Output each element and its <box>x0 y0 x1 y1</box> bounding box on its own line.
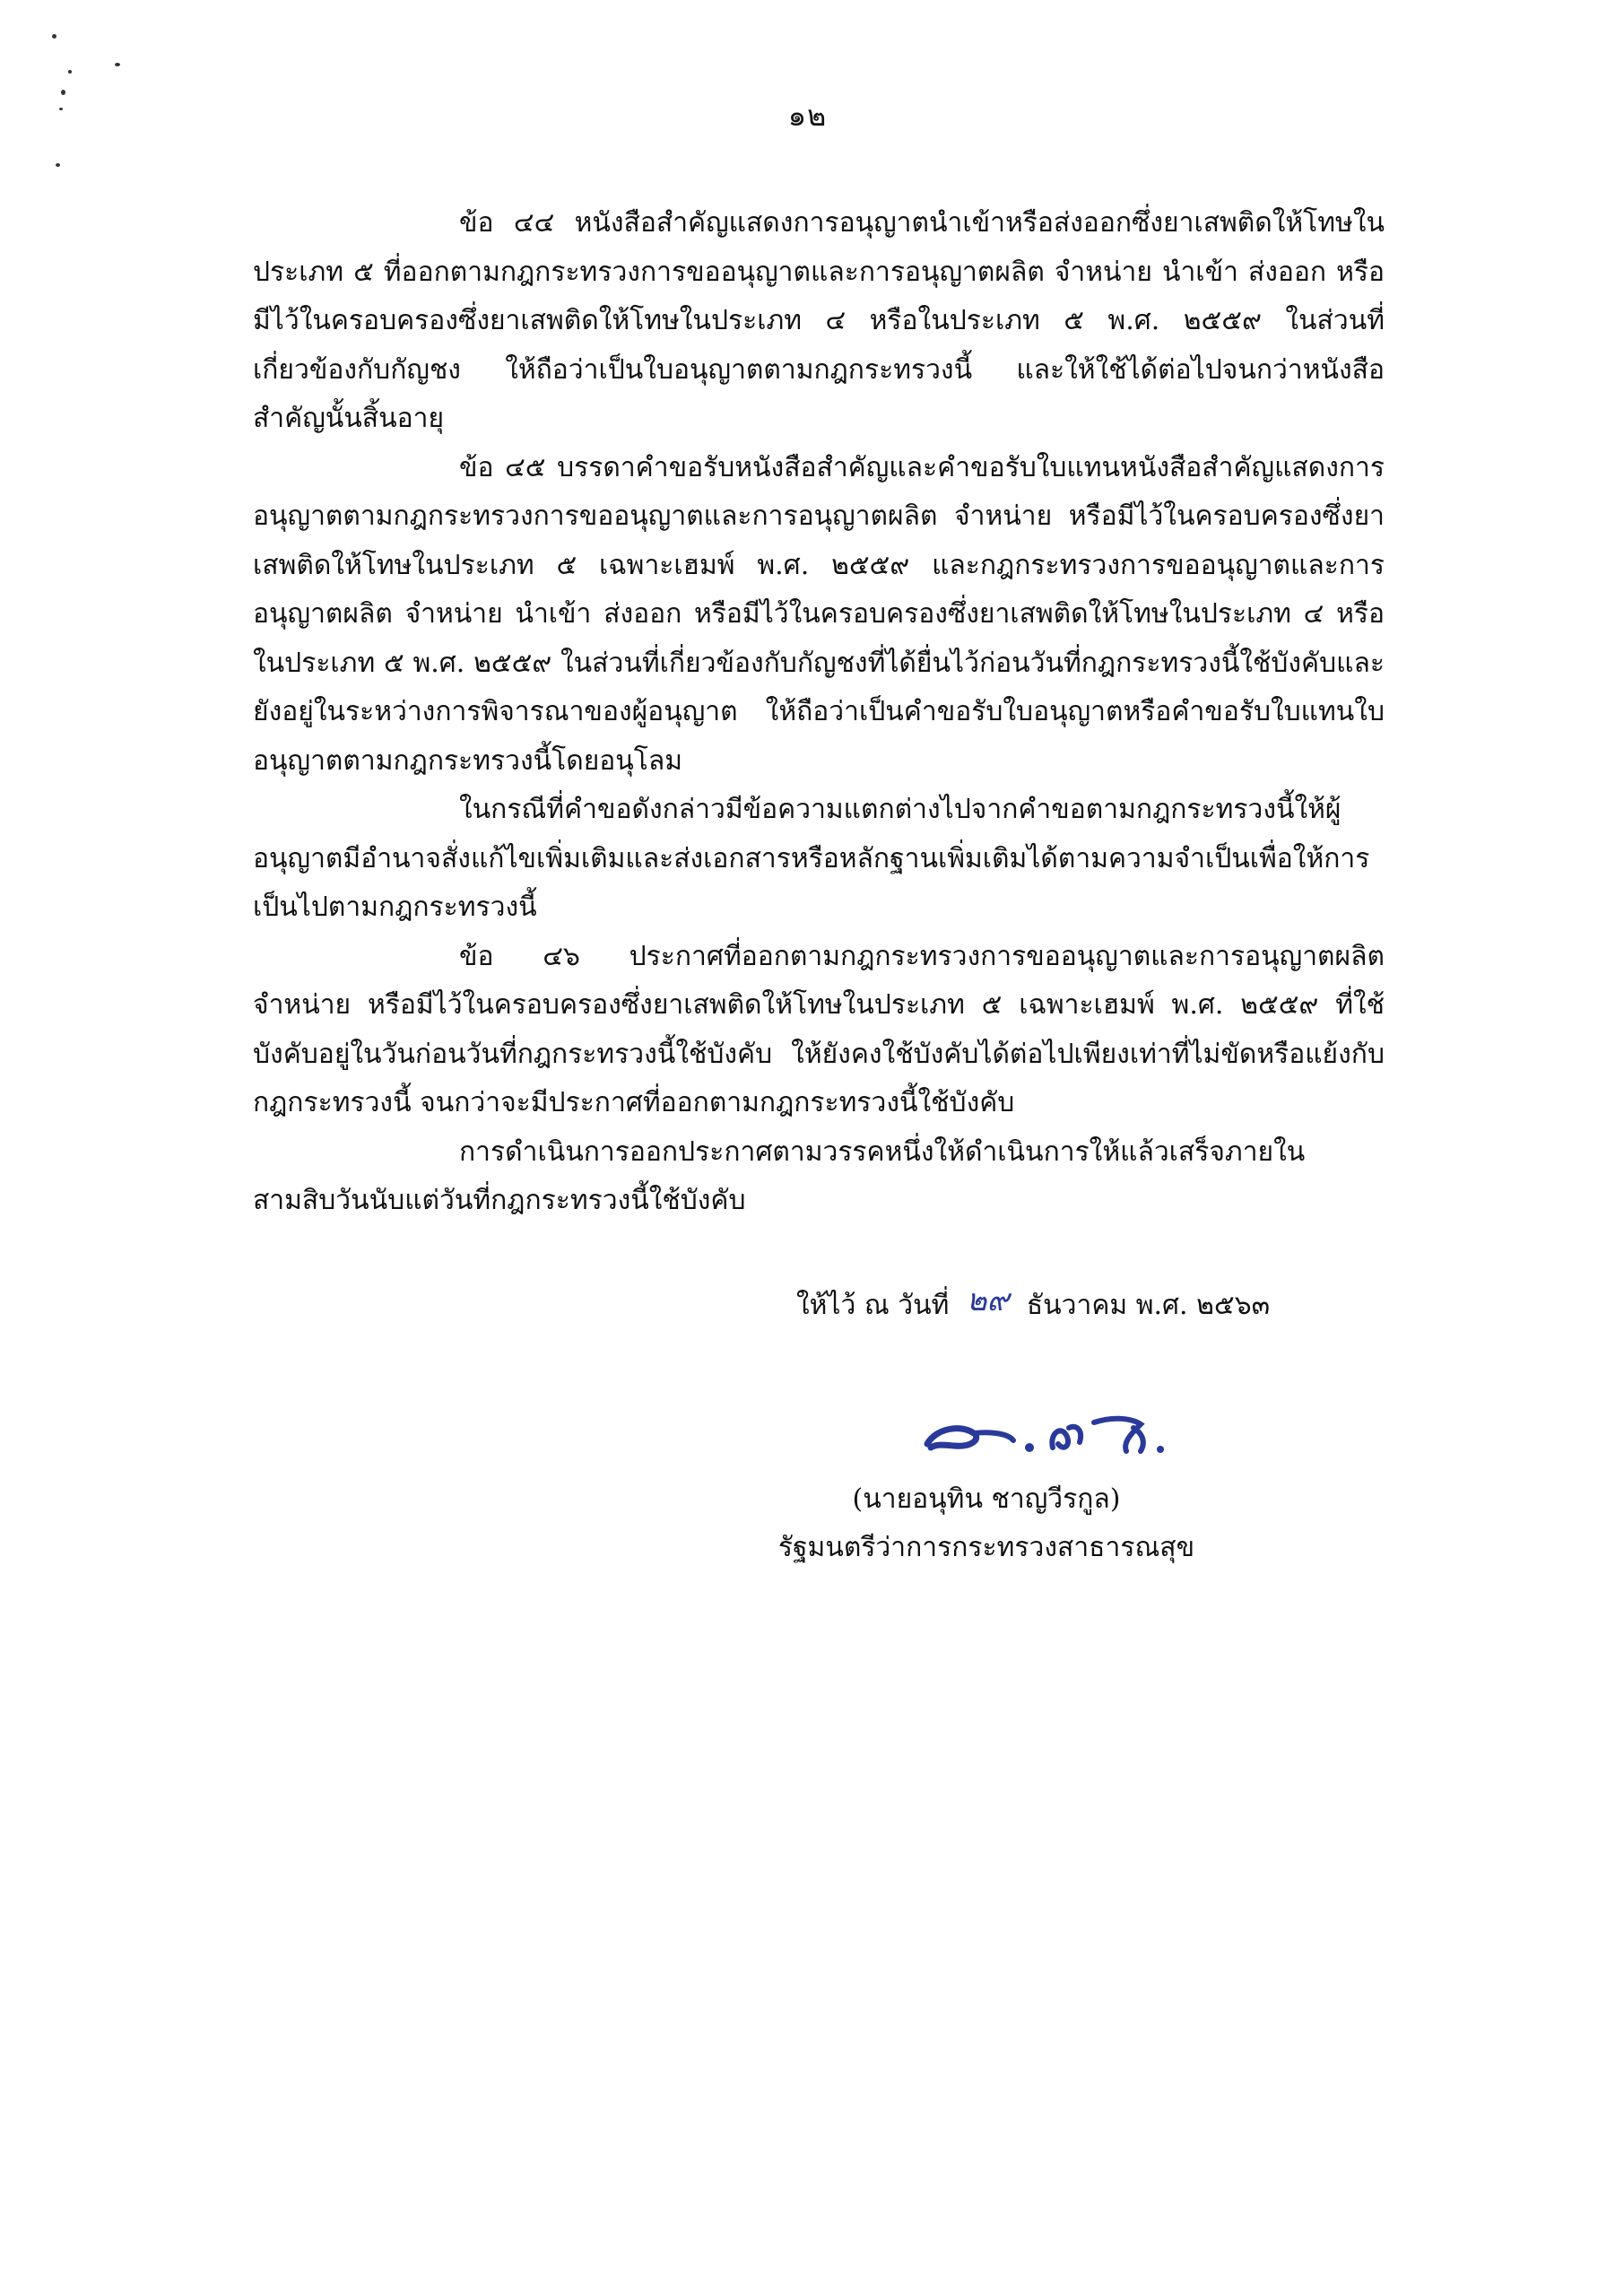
paragraph-article-45: ข้อ ๔๕ บรรดาคำขอรับหนังสือสำคัญและคำขอรับใบแทนหนังสือสำคัญแสดงการอนุญาตตามกฎกระทรวงการขออนุญาตและการอนุญาตผลิต จำหน่าย หรือมีไว้ในครอบครองซึ่งยาเสพติดให้โทษในประเภท ๕ เฉพาะเฮมพ์ พ.ศ. ๒๕๕๙ และกฎกระทรวงการขออนุญาตและการอนุญาตผลิต จำหน่าย นำเข้า ส่งออก หรือมีไว้ในครอบครองซึ่งยาเสพติดให้โทษในประเภท ๔ หรือในประเภท ๕ พ.ศ. ๒๕๕๙ ในส่วนที่เกี่ยวข้องกับกัญชงที่ได้ยื่นไว้ก่อนวันที่กฎกระทรวงนี้ใช้บังคับและยังอยู่ในระหว่างการพิจารณาของผู้อนุญาต ให้ถือว่าเป็นคำขอรับใบอนุญาตหรือคำขอรับใบแทนใบอนุญาตตามกฎกระทรวงนี้โดยอนุโลม <box>253 451 1385 777</box>
paragraph-article-45-clause-2: ในกรณีที่คำขอดังกล่าวมีข้อความแตกต่างไปจากคำขอตามกฎกระทรวงนี้ให้ผู้อนุญาตมีอำนาจสั่งแก้ไขเพิ่มเติมและส่งเอกสารหรือหลักฐานเพิ่มเติมได้ตามความจำเป็นเพื่อให้การเป็นไปตามกฎกระทรวงนี้ <box>253 794 1370 923</box>
signing-month-year: ธันวาคม พ.ศ. ๒๕๖๓ <box>1026 1290 1271 1321</box>
paragraph-article-46-clause-2: การดำเนินการออกประกาศตามวรรคหนึ่งให้ดำเนินการให้แล้วเสร็จภายในสามสิบวันนับแต่วันที่กฎกระทรวงนี้ใช้บังคับ <box>253 1135 1306 1216</box>
signing-date-prefix: ให้ไว้ ณ วันที่ <box>796 1290 950 1321</box>
document-body <box>253 199 1385 1226</box>
paragraph-article-44: ข้อ ๔๔ หนังสือสำคัญแสดงการอนุญาตนำเข้าหรือส่งออกซึ่งยาเสพติดให้โทษในประเภท ๕ ที่ออกตามกฎกระทรวงการขออนุญาตและการอนุญาตผลิต จำหน่าย นำเข้า ส่งออก หรือมีไว้ในครอบครองซึ่งยาเสพติดให้โทษในประเภท ๔ หรือในประเภท ๕ พ.ศ. ๒๕๕๙ ในส่วนที่เกี่ยวข้องกับกัญชง ให้ถือว่าเป็นใบอนุญาตตามกฎกระทรวงนี้ และให้ใช้ได้ต่อไปจนกว่าหนังสือสำคัญนั้นสิ้นอายุ <box>253 207 1385 434</box>
handwritten-signature <box>918 1397 1223 1469</box>
signing-day-handwritten: ๒๙ <box>966 1283 1010 1318</box>
signer-name: (นายอนุทิน ชาญวีรกูล) <box>852 1483 1121 1515</box>
scan-speck <box>115 63 120 66</box>
scan-speck <box>68 70 72 74</box>
paragraph-article-46: ข้อ ๔๖ ประกาศที่ออกตามกฎกระทรวงการขออนุญาตและการอนุญาตผลิตจำหน่าย หรือมีไว้ในครอบครองซึ่งยาเสพติดให้โทษในประเภท ๕ เฉพาะเฮมพ์ พ.ศ. ๒๕๕๙ ที่ใช้บังคับอยู่ในวันก่อนวันที่กฎกระทรวงนี้ใช้บังคับ ให้ยังคงใช้บังคับได้ต่อไปเพียงเท่าที่ไม่ขัดหรือแย้งกับกฎกระทรวงนี้ จนกว่าจะมีประกาศที่ออกตามกฎกระทรวงนี้ใช้บังคับ <box>253 940 1385 1118</box>
signer-title: รัฐมนตรีว่าการกระทรวงสาธารณสุข <box>777 1532 1195 1563</box>
page-number: ๑๒ <box>787 99 828 133</box>
scan-speck <box>52 34 56 39</box>
scan-speck <box>56 163 60 167</box>
signing-date-line <box>796 1279 1270 1327</box>
